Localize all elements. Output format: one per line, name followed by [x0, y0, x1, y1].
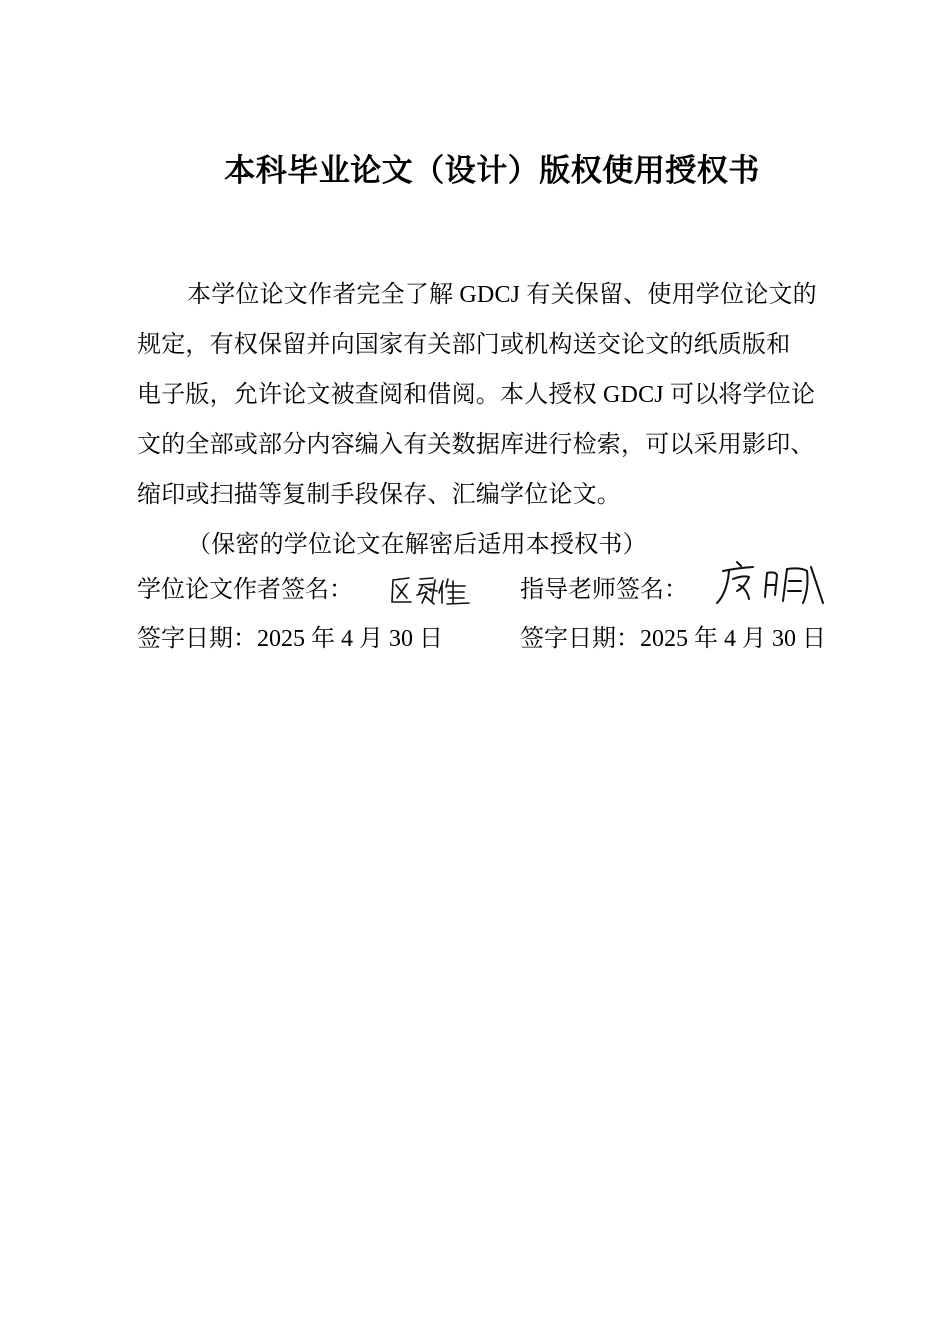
advisor-signature: [715, 559, 827, 611]
author-sign-date: 签字日期：2025 年 4 月 30 日: [137, 626, 443, 652]
paragraph-line: 电子版，允许论文被查阅和借阅。本人授权 GDCJ 可以将学位论: [137, 382, 816, 408]
author-sign-label: 学位论文作者签名：: [137, 577, 353, 603]
page-title: 本科毕业论文（设计）版权使用授权书: [224, 153, 760, 189]
advisor-sign-label: 指导老师签名：: [520, 577, 688, 603]
advisor-sign-date: 签字日期：2025 年 4 月 30 日: [520, 626, 826, 652]
signature-row: [137, 565, 872, 615]
confidential-note: （保密的学位论文在解密后适用本授权书）: [187, 532, 647, 558]
paragraph-line: 缩印或扫描等复制手段保存、汇编学位论文。: [137, 482, 621, 508]
authorization-statement: [137, 270, 872, 570]
paragraph-line: 本学位论文作者完全了解 GDCJ 有关保留、使用学位论文的: [187, 282, 817, 308]
date-row: [137, 614, 872, 664]
author-signature: [387, 571, 479, 611]
paragraph-line: 规定，有权保留并向国家有关部门或机构送交论文的纸质版和: [137, 332, 791, 358]
paragraph-line: 文的全部或部分内容编入有关数据库进行检索，可以采用影印、: [137, 432, 815, 458]
